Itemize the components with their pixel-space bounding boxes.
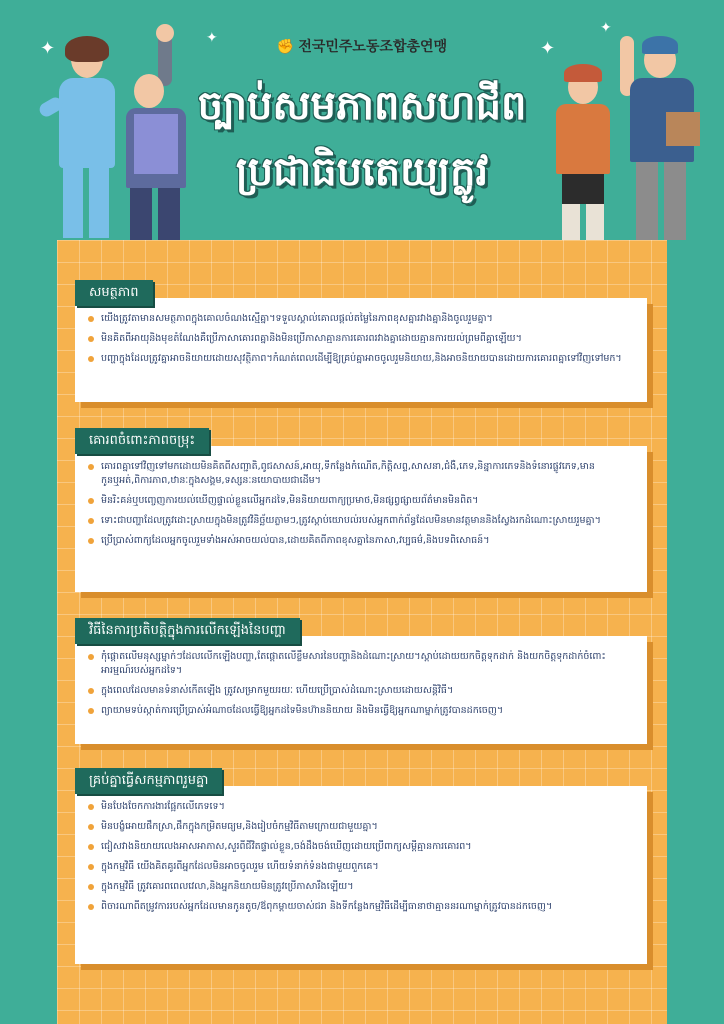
- list-item: ប្រើប្រាស់ពាក្យដែលអ្នកចូលរួមទាំងអស់អាចយល់បាន,ដោយគិតពីភាពខុសគ្នានៃភាសា,វប្បធម៌,និងបទពិសោធន៍។: [87, 534, 635, 548]
- list-item: ពិចារណាពីតម្រូវការរបស់អ្នកដែលមានកូនតូច/ឪពុកម្តាយចាស់ជរា និងទីកន្លែងកម្មវិធីដើម្បីធានាថាគ្មាននរណាម្នាក់ត្រូវបានដកចេញ។: [87, 900, 635, 914]
- section-activities-together: [75, 768, 671, 968]
- list-item: បញ្ហាក្នុងដែលត្រូវគ្នាអាចនិយាយដោយសុវត្ថិភាព។កំណត់ពេលដើម្បីឱ្យគ្រប់គ្នាអាចចូលរួមនិយាយ,និងអាចនិយាយបានដោយការគោរពគ្នាទៅវិញទៅមក។: [87, 352, 635, 366]
- list-item: មិនរិះគន់ឬបញ្ចេញការយល់ឃើញផ្ទាល់ខ្លួនលើអ្នកដទៃ,មិននិយាយពាក្យប្រមាថ,មិនផ្សព្វផ្សាយព័ត៌មានមិនពិត។: [87, 494, 635, 508]
- list-item: កុំផ្តោតលើមនុស្សម្នាក់ៗដែលលើកឡើងបញ្ហា,តែផ្តោតលើខ្លឹមសារនៃបញ្ហានិងដំណោះស្រាយ។ស្តាប់ដោយយកចិត្តទុកដាក់ និងយកចិត្តទុកដាក់ចំពោះអារម្មណ៍របស់អ្នកដទៃ។: [87, 650, 635, 678]
- list-item: ព្យាយាមទប់ស្កាត់ការប្រើប្រាស់អំណាចដែលធ្វើឱ្យអ្នកដទៃមិនហ៊ាននិយាយ និងមិនធ្វើឱ្យអ្នកណាម្នាក់ត្រូវបានដកចេញ។: [87, 704, 635, 718]
- union-logo-icon: ✊: [276, 39, 295, 55]
- list-item: យើងត្រូវតាមានសមត្ថភាពក្នុងគោលចំណងស្មើគ្នា។ទទួលស្គាល់គោលផ្តល់តម្លៃនៃភាពខុសគ្នារវាងគ្នានិងចូលរួមគ្នា។: [87, 312, 635, 326]
- list-item: ក្នុងកម្មវិធី យើងគិតគូរពីអ្នកដែលមិនអាចចូលរួម ហើយទំនាក់ទំនងជាមួយពួកគេ។: [87, 860, 635, 874]
- list-item: ទោះជាបញ្ហាដែលត្រូវដោះស្រាយក្នុងមិនត្រូវវិនិច្ឆ័យភ្លាមៗ,ត្រូវស្តាប់យោបល់របស់អ្នកពាក់ព័ន្ធដែលមិនមានវត្តមាននិងស្វែងរកដំណោះស្រាយរួមគ្នា។: [87, 514, 635, 528]
- organization-name: [0, 36, 724, 56]
- section-box: [75, 298, 647, 402]
- delivery-worker-illustration: [612, 36, 708, 240]
- section-raising-issues: [75, 618, 671, 748]
- organization-name-text: 전국민주노동조합총연맹: [298, 39, 448, 55]
- list-item: ជៀសវាងនិយាយលេងអាសអាភាស,សួរពីជីវិតផ្ទាល់ខ្លួន,ចង់ដឹងចង់ឃើញដោយប្រើពាក្យសម្តីគ្មានការគោរព។: [87, 840, 635, 854]
- sparkle-icon: ✦: [600, 20, 612, 36]
- section-title: គ្រប់គ្នាធ្វើសកម្មភាពរួមគ្នា: [75, 768, 222, 794]
- list-item: ក្នុងពេលដែលមានទំនាស់កើតឡើង ត្រូវសម្រាកមួយរយៈ ហើយប្រើប្រាស់ដំណោះស្រាយដោយសន្តិវិធី។: [87, 684, 635, 698]
- list-item: ក្នុងកម្មវិធី ត្រូវគោរពពេលវេលា,និងអ្នកនិយាយមិនត្រូវប្រើភាសារឹងឡើយ។: [87, 880, 635, 894]
- list-item: មិនបែងចែកការងារផ្អែកលើភេទទេ។: [87, 800, 635, 814]
- section-title: វិធីនៃការប្រតិបត្តិក្នុងការលើកឡើងនៃបញ្ហា: [75, 618, 300, 644]
- section-capability: [75, 280, 671, 410]
- list-item: គោរពគ្នាទៅវិញទៅមកដោយមិនគិតពីសញ្ជាតិ,ពូជសាសន៍,អាយុ,ទីកន្លែងកំណើត,កិត្តិសព្ទ,សាសនា,ជំងឺ,ភេទ,និន្នាការភេទនិងទំនោរផ្លូវភេទ,មានកូនឬអត់,ពិការភាព,ឋានៈក្នុងសង្គម,ទស្សនៈនយោបាយជាដើម។: [87, 460, 635, 488]
- page-title-line-2: ប្រជាធិបតេយ្យក្លូវ: [235, 149, 489, 195]
- nurse-illustration: [35, 40, 125, 240]
- section-title: សមត្ថភាព: [75, 280, 153, 306]
- page-title-line-1: ច្បាប់សមភាពសហជីព: [197, 83, 527, 129]
- sparkle-icon: ✦: [206, 30, 218, 46]
- sparkle-icon: ✦: [40, 38, 56, 59]
- section-box: [75, 786, 647, 964]
- list-item: មិនបង្ខំអោយផឹកស្រា,ផឹកក្នុងកម្រិតមធ្យម,និងរៀបចំកម្មវិធីតាមក្រោយជាមួយគ្នា។: [87, 820, 635, 834]
- list-item: មិនគិតពីអាយុនិងមុខតំណែងគឺប្រើភាសាគោរពគ្នានិងមិនប្រើភាសាគ្មានការគោរពរវាងគ្នាដោយគ្មានការយល់ព្រមពីគ្នាឡើយ។: [87, 332, 635, 346]
- section-box: [75, 446, 647, 592]
- section-title: គោរពចំពោះភាពចម្រុះ: [75, 428, 209, 454]
- section-box: [75, 636, 647, 744]
- section-diversity: [75, 428, 671, 598]
- sparkle-icon: ✦: [540, 38, 556, 59]
